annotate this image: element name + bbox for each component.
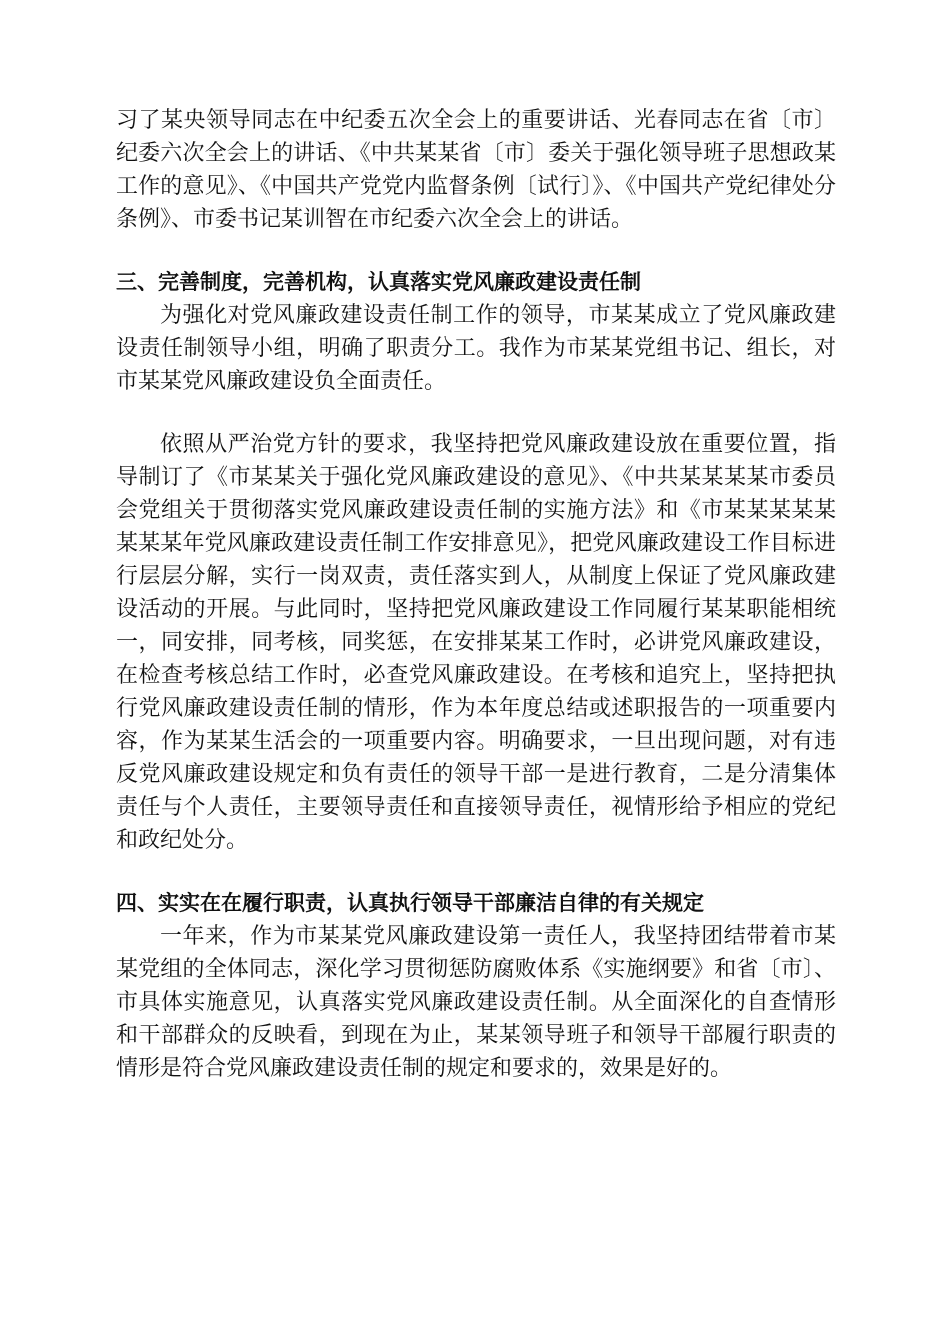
continuation-paragraph: 习了某央领导同志在中纪委五次全会上的重要讲话、光春同志在省〔市〕纪委六次全会上的讲话、《中共某某省〔市〕委关于强化领导班子思想政某工作的意见》、《中国共产党党内监督条例〔试行〕》、《中国共产党纪律处分条例》、市委书记某训智在市纪委六次全会上的讲话。 (116, 108, 836, 232)
section-3-heading: 三、完善制度，完善机构，认真落实党风廉政建设责任制 (116, 270, 641, 294)
section-3-paragraph-1: 为强化对党风廉政建设责任制工作的领导，市某某成立了党风廉政建设责任制领导小组，明确了职责分工。我作为市某某党组书记、组长，对市某某党风廉政建设负全面责任。 (116, 303, 836, 394)
section-4-heading: 四、实实在在履行职责，认真执行领导干部廉洁自律的有关规定 (116, 891, 704, 915)
section-3-paragraph-2: 依照从严治党方针的要求，我坚持把党风廉政建设放在重要位置，指导制订了《市某某关于强化党风廉政建设的意见》、《中共某某某某市委员会党组关于贯彻落实党风廉政建设责任制的实施方法》和《市某某某某某某某某年党风廉政建设责任制工作安排意见》，把党风廉政建设工作目标进行层层分解，实行一岗双责，责任落实到人，从制度上保证了党风廉政建设活动的开展。与此同时，坚持把党风廉政建设工作同履行某某职能相统一，同安排，同考核，同奖惩，在安排某某工作时，必讲党风廉政建设，在检查考核总结工作时，必查党风廉政建设。在考核和追究上，坚持把执行党风廉政建设责任制的情形，作为本年度总结或述职报告的一项重要内容，作为某某生活会的一项重要内容。明确要求，一旦出现问题，对有违反党风廉政建设规定和负有责任的领导干部一是进行教育，二是分清集体责任与个人责任，主要领导责任和直接领导责任，视情形给予相应的党纪和政纪处分。 (116, 432, 836, 853)
document-page (116, 104, 836, 1085)
section-4-paragraph-1: 一年来，作为市某某党风廉政建设第一责任人，我坚持团结带着市某某党组的全体同志，深化学习贯彻惩防腐败体系《实施纲要》和省〔市〕、市具体实施意见，认真落实党风廉政建设责任制。从全面深化的自查情形和干部群众的反映看，到现在为止，某某领导班子和领导干部履行职责的情形是符合党风廉政建设责任制的规定和要求的，效果是好的。 (116, 924, 836, 1081)
